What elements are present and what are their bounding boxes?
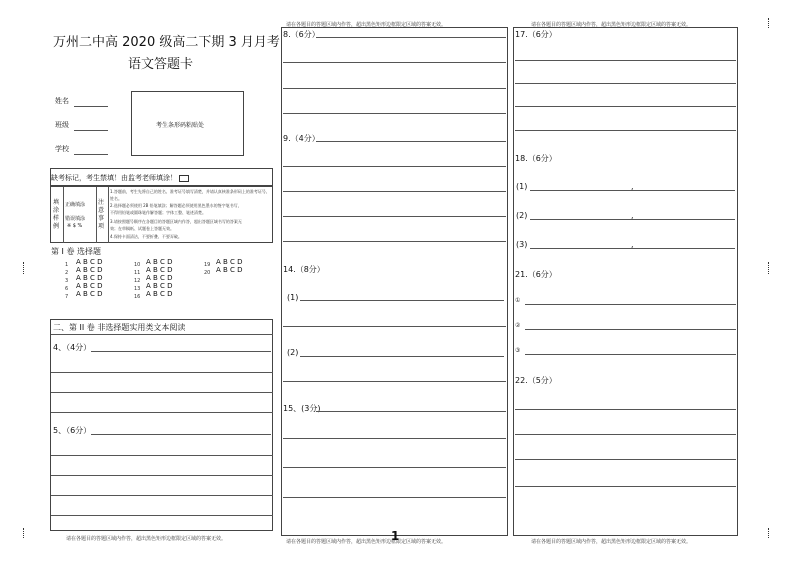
school-label: 学校 <box>55 145 69 153</box>
mc-options[interactable]: A B C D <box>146 274 173 282</box>
q18-label: 18.（6分） <box>515 154 557 163</box>
answer-line[interactable] <box>525 329 736 330</box>
edge-tick <box>768 262 770 274</box>
answer-line[interactable] <box>515 130 736 131</box>
answer-line[interactable] <box>283 166 506 167</box>
barcode-box <box>131 91 244 156</box>
notes-line: 姓名。 <box>110 196 122 201</box>
absent-mark-text: 缺考标记，考生禁填！由监考老师填涂！ <box>51 174 177 182</box>
barcode-label: 考生条形码粘贴处 <box>156 122 205 129</box>
divider <box>63 187 64 243</box>
mc-number: 11 <box>134 270 141 276</box>
answer-line[interactable] <box>91 351 271 352</box>
school-line[interactable] <box>74 154 108 155</box>
answer-line[interactable] <box>515 60 736 61</box>
q14-part1-label: (1) <box>287 293 299 302</box>
q15-label: 15、(3分) <box>283 404 321 413</box>
answer-line[interactable] <box>283 381 506 382</box>
mc-options[interactable]: A B C D <box>76 282 103 290</box>
answer-line[interactable] <box>283 88 506 89</box>
mc-options[interactable]: A B C D <box>216 266 243 274</box>
answer-line[interactable] <box>515 459 736 460</box>
notes-label: 注意事项 <box>98 199 105 230</box>
q22-label: 22.（5分） <box>515 376 557 385</box>
mc-number: 2 <box>65 270 69 276</box>
q4-label: 4、（4分） <box>53 343 92 352</box>
mc-number: 20 <box>204 270 211 276</box>
answer-line[interactable] <box>91 434 271 435</box>
mc-number: 19 <box>204 262 211 268</box>
q21-label: 21.（6分） <box>515 270 557 279</box>
q18-comma: , <box>631 240 634 249</box>
instructions-block <box>50 186 273 243</box>
section2-box <box>50 319 273 531</box>
mc-options[interactable]: A B C D <box>146 266 173 274</box>
answer-line[interactable] <box>525 354 736 355</box>
mc-options[interactable]: A B C D <box>216 258 243 266</box>
notes-line: 2.选择题必须使用 2B 铅笔填涂；解答题必须使用黑色墨水的签字笔书写， <box>110 203 242 208</box>
q17-label: 17.（6分） <box>515 30 557 39</box>
edge-tick <box>23 528 25 538</box>
q14-part2-label: (2) <box>287 348 299 357</box>
q18-comma: , <box>631 211 634 220</box>
exam-title: 万州二中高 2020 级高二下期 3 月月考 <box>53 35 280 50</box>
mc-number: 16 <box>134 294 141 300</box>
section1-title: 第 I 卷 选择题 <box>51 247 101 256</box>
answer-line[interactable] <box>316 37 506 38</box>
answer-line[interactable] <box>316 411 506 412</box>
answer-line[interactable] <box>525 304 736 305</box>
answer-line[interactable] <box>283 216 506 217</box>
fill-wrong-marks: ※ $ % <box>67 223 83 229</box>
edge-tick <box>768 18 770 28</box>
column2-box <box>281 27 508 536</box>
mc-number: 7 <box>65 294 69 300</box>
divider <box>51 334 273 335</box>
mc-number: 6 <box>65 286 69 292</box>
answer-area-notice: 请在各题目的答题区域内作答，超出黑色矩形边框限定区域的答案无效。 <box>66 536 227 542</box>
answer-area-notice: 请在各题目的答题区域内作答，超出黑色矩形边框限定区域的答案无效。 <box>531 22 692 28</box>
mc-options[interactable]: A B C D <box>76 266 103 274</box>
answer-line[interactable] <box>283 326 506 327</box>
answer-area-notice: 请在各题目的答题区域内作答，超出黑色矩形边框限定区域的答案无效。 <box>286 539 447 545</box>
q18-part3-label: (3) <box>516 240 528 249</box>
answer-area-notice: 请在各题目的答题区域内作答，超出黑色矩形边框限定区域的答案无效。 <box>286 22 447 28</box>
notes-line: 效；在草稿纸、试题卷上答题无效。 <box>110 226 174 231</box>
fill-example-label: 填涂样例 <box>53 199 60 230</box>
answer-line[interactable] <box>283 62 506 63</box>
answer-line[interactable] <box>300 300 504 301</box>
notes-line: 1.答题前，考生先将自己的姓名、准考证号填写清楚，并请认真核准条形码上的准考证号、 <box>110 189 270 194</box>
mc-number: 10 <box>134 262 141 268</box>
answer-line[interactable] <box>51 495 273 496</box>
notes-line: 4.保持卡面清洁，不要折叠、不要弄破。 <box>110 234 182 239</box>
mc-number: 13 <box>134 286 141 292</box>
edge-tick <box>23 262 25 274</box>
page-number: 1 <box>391 529 400 543</box>
mc-number: 3 <box>65 278 69 284</box>
mc-number: 12 <box>134 278 141 284</box>
q8-label: 8.（6分） <box>283 30 320 39</box>
q21-item-marker: ② <box>515 322 521 329</box>
answer-line[interactable] <box>283 497 506 498</box>
fill-correct-label: 正确填涂 <box>65 202 86 208</box>
answer-line[interactable] <box>515 409 736 410</box>
q5-label: 5、（6分） <box>53 426 92 435</box>
answer-line[interactable] <box>283 467 506 468</box>
answer-line[interactable] <box>300 356 504 357</box>
q9-label: 9.（4分） <box>283 134 320 143</box>
answer-line[interactable] <box>283 191 506 192</box>
notes-line: 不得用铅笔或圆珠笔作解答题；字体工整、笔迹清楚。 <box>110 210 206 215</box>
mc-number: 1 <box>65 262 69 268</box>
answer-line[interactable] <box>51 412 273 413</box>
answer-line[interactable] <box>515 83 736 84</box>
absent-mark-row <box>50 168 273 186</box>
edge-tick <box>768 528 770 538</box>
mc-options[interactable]: A B C D <box>146 258 173 266</box>
name-line[interactable] <box>74 106 108 107</box>
q18-comma: , <box>631 182 634 191</box>
answer-line[interactable] <box>51 392 273 393</box>
mc-options[interactable]: A B C D <box>146 290 173 298</box>
answer-line[interactable] <box>51 372 273 373</box>
q14-label: 14.（8分） <box>283 265 325 274</box>
mc-options[interactable]: A B C D <box>76 290 103 298</box>
exam-subtitle: 语文答题卡 <box>128 57 194 72</box>
divider <box>96 187 97 243</box>
answer-line[interactable] <box>515 434 736 435</box>
q18-part1-label: (1) <box>516 182 528 191</box>
mc-options[interactable]: A B C D <box>146 282 173 290</box>
answer-line[interactable] <box>515 486 736 487</box>
section2-title: 二、第 II 卷 非选择题实用类文本阅读 <box>53 323 186 332</box>
answer-line[interactable] <box>51 475 273 476</box>
class-line[interactable] <box>74 130 108 131</box>
q21-item-marker: ③ <box>515 347 521 354</box>
answer-line[interactable] <box>283 113 506 114</box>
name-label: 姓名 <box>55 97 69 105</box>
answer-line[interactable] <box>51 515 273 516</box>
answer-line[interactable] <box>316 141 506 142</box>
answer-line[interactable] <box>51 455 273 456</box>
answer-line[interactable] <box>283 241 506 242</box>
answer-line[interactable] <box>515 106 736 107</box>
class-label: 班级 <box>55 121 69 129</box>
absent-mark-checkbox[interactable] <box>179 175 189 182</box>
q18-part2-label: (2) <box>516 211 528 220</box>
divider <box>108 187 109 243</box>
mc-options[interactable]: A B C D <box>76 274 103 282</box>
answer-area-notice: 请在各题目的答题区域内作答，超出黑色矩形边框限定区域的答案无效。 <box>531 539 692 545</box>
notes-line: 3.请按照题号顺序在各题目的答题区域内作答，超出答题区域书写的答案无 <box>110 219 242 224</box>
mc-options[interactable]: A B C D <box>76 258 103 266</box>
answer-line[interactable] <box>283 438 506 439</box>
fill-wrong-label: 错误填涂 <box>65 216 86 222</box>
q21-item-marker: ① <box>515 297 521 304</box>
